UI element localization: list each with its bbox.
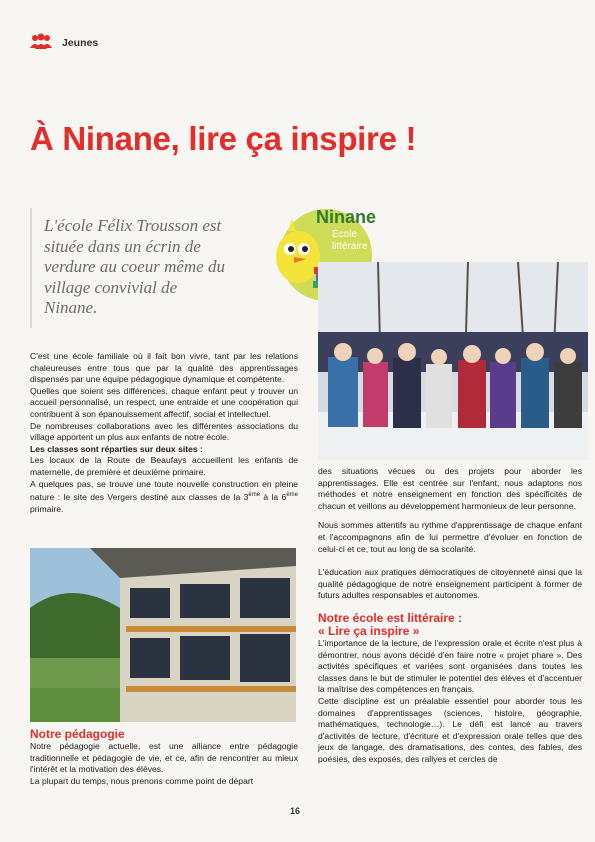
logo-line1: École xyxy=(332,229,358,240)
section-label: Jeunes xyxy=(62,37,99,49)
school-building-photo xyxy=(30,548,296,722)
pedagogie-heading: Notre pédagogie xyxy=(30,727,125,741)
text-run: A quelques pas, se trouve une toute nouvelle construction en pleine nature : le site des Vergers destiné aux classes de la xyxy=(30,478,298,502)
paragraph: De nombreuses collaborations avec les différentes associations du village apportent un plus aux enfants de notre école. xyxy=(30,420,298,443)
paragraph: Notre pédagogie actuelle, est une alliance entre pédagogie traditionnelle et pédagogie de vie, et ce, afin de rencontrer au mieux l'intérêt et la motivation des élèves. xyxy=(30,741,298,775)
intro-text: L'école Félix Trousson est située dans un écrin de verdure au coeur même du village convivial de Ninane. xyxy=(44,216,225,317)
litteraire-heading-line2: « Lire ça inspire » xyxy=(318,623,420,638)
article-title: À Ninane, lire ça inspire ! xyxy=(30,120,417,157)
paragraph: Les locaux de la Route de Beaufays accueillent les enfants de maternelle, de première et deuxième primaire. xyxy=(30,455,298,477)
column-left xyxy=(30,351,298,515)
people-icon xyxy=(30,33,52,49)
text-run: 3 xyxy=(243,491,249,502)
students-group-photo xyxy=(318,262,588,460)
logo-line2: littéraire xyxy=(332,241,368,252)
paragraph: L'importance de la lecture, de l'expression orale et écrite n'est plus à démontrer, nous avons décidé d'en faire notre « projet phare ». Des activités spécifiques et variées sont organisées dans toutes les classes dans le but de stimuler le potentiel des élèves et d'accentuer la maîtrise des compétences en français. xyxy=(318,637,582,695)
intro-rule xyxy=(30,208,32,328)
text-run: à la 6 xyxy=(260,491,287,502)
paragraph: La plupart du temps, nous prenons comme point de départ xyxy=(30,775,254,786)
column-right xyxy=(318,466,582,765)
pedagogie-section xyxy=(30,728,298,787)
text-run: primaire. xyxy=(30,503,64,514)
paragraph: des situations vécues ou des projets pour aborder les apprentissages. Elle est centrée sur l'enfant, nous adaptons nos méthodes et notre enseignement en fonction des spécificités de chacun et veillons au développement harmonieux de leur personne. xyxy=(318,466,582,511)
paragraph: Nous sommes attentifs au rythme d'apprentissage de chaque enfant et l'accompagnons afin de lui permettre d'évoluer en fonction de celui-ci et ce, tout au long de sa scolarité. xyxy=(318,520,582,554)
superscript: ème xyxy=(248,492,261,499)
paragraph: Cette discipline est un préalable essentiel pour aborder tous les domaines d'apprentissages (sciences, histoire, géographie, mathématiques, technologie…). Le défi est lancé au travers d'activités de lecture, d'écriture et d'expression orale telles que des jeux de langage, des dramatisations, des contes, des fables, des poésies, des exposés, des rallyes et cercles de xyxy=(318,695,582,764)
page-number: 16 xyxy=(290,806,301,816)
logo-name: Ninane xyxy=(316,207,377,227)
superscript: ème xyxy=(286,492,298,499)
paragraph xyxy=(30,479,298,516)
sites-heading: Les classes sont réparties sur deux sites : xyxy=(30,443,203,454)
litteraire-heading-line1: Notre école est littéraire : xyxy=(318,610,463,625)
paragraph: C'est une école familiale où il fait bon vivre, tant par les relations chaleureuses entre tous que par la qualité des apprentissages dispensés par une équipe pédagogique dynamique et compétente. xyxy=(30,351,298,385)
paragraph: L'éducation aux pratiques démocratiques de citoyenneté ainsi que la qualité pédagogique de notre enseignement participent à former de futurs adultes responsables et autonomes. xyxy=(318,567,582,601)
paragraph: Quelles que soient ses différences, chaque enfant peut y trouver un accueil personnalisé, un respect, une entraide et une coopération qui contribuent à son épanouissement affectif, social et intellectuel. xyxy=(30,385,298,419)
